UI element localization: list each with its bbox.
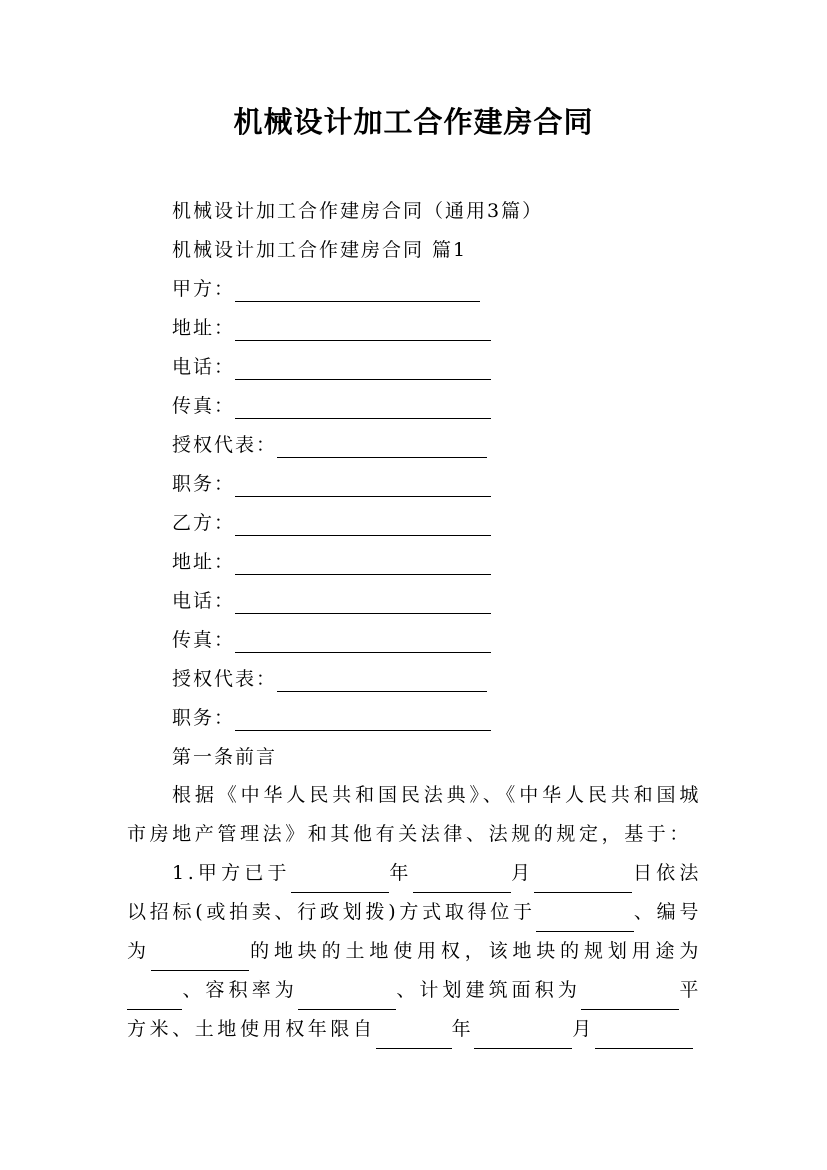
address-a-label: 地址： xyxy=(172,317,236,339)
paragraph-preamble: 根据《中华人民共和国民法典》、《中华人民共和国城市房地产管理法》和其他有关法律、法规的规定，基于： xyxy=(127,784,702,845)
position-a-line xyxy=(172,471,491,497)
paragraph-land-use xyxy=(127,854,702,1049)
party-a-label: 甲方： xyxy=(172,278,236,300)
phone-b-label: 电话： xyxy=(172,590,236,612)
year-blank-2 xyxy=(376,1026,452,1049)
address-a-line xyxy=(172,315,491,341)
position-a-label: 职务： xyxy=(172,473,236,495)
para2-text-7: 、容积率为 xyxy=(182,979,298,1001)
para2-text-5: 、编号为 xyxy=(127,901,702,962)
number-blank xyxy=(151,948,249,971)
day-blank-1 xyxy=(534,870,632,893)
document-title: 机械设计加工合作建房合同 xyxy=(233,105,594,139)
address-b-line xyxy=(172,549,491,575)
rep-b-label: 授权代表： xyxy=(172,668,278,690)
rep-a-label: 授权代表： xyxy=(172,434,278,456)
para2-text-4: 日依法以招标(或拍卖、行政划拨)方式取得位于 xyxy=(127,862,702,923)
position-b-line xyxy=(172,705,491,731)
para2-text-1: 1.甲方已于 xyxy=(172,862,291,884)
phone-b-blank xyxy=(235,593,491,614)
section-heading: 机械设计加工合作建房合同 篇1 xyxy=(172,239,468,261)
month-blank-1 xyxy=(413,870,511,893)
phone-b-line xyxy=(172,588,491,614)
rep-a-blank xyxy=(277,437,487,458)
rep-b-line xyxy=(172,666,487,692)
para2-text-11: 月 xyxy=(572,1018,595,1040)
usage-blank xyxy=(127,987,182,1010)
fax-b-line xyxy=(172,627,491,653)
address-b-blank xyxy=(235,554,491,575)
area-blank xyxy=(581,987,679,1010)
fax-b-label: 传真： xyxy=(172,629,236,651)
fax-b-blank xyxy=(235,632,491,653)
phone-a-blank xyxy=(235,359,491,380)
fax-a-blank xyxy=(235,398,491,419)
para2-text-6: 的地块的土地使用权，该地块的规划用途为 xyxy=(248,940,702,962)
party-b-blank xyxy=(235,515,491,536)
rep-a-line xyxy=(172,432,487,458)
plot-ratio-blank xyxy=(298,987,396,1010)
fax-a-label: 传真： xyxy=(172,395,236,417)
party-a-line xyxy=(172,276,480,302)
phone-a-label: 电话： xyxy=(172,356,236,378)
day-blank-2 xyxy=(595,1026,693,1049)
location-blank xyxy=(536,909,634,932)
para2-text-8: 、计划建筑面积为 xyxy=(395,979,581,1001)
rep-b-blank xyxy=(277,671,487,692)
month-blank-2 xyxy=(474,1026,572,1049)
year-blank-1 xyxy=(291,870,389,893)
article1-heading: 第一条前言 xyxy=(172,746,278,768)
address-a-blank xyxy=(235,320,491,341)
phone-a-line xyxy=(172,354,491,380)
document-subtitle: 机械设计加工合作建房合同（通用3篇） xyxy=(172,200,544,222)
address-b-label: 地址： xyxy=(172,551,236,573)
para2-text-10: 年 xyxy=(451,1018,475,1040)
position-b-blank xyxy=(235,710,491,731)
para2-text-2: 年 xyxy=(388,862,413,884)
party-b-label: 乙方： xyxy=(172,512,236,534)
fax-a-line xyxy=(172,393,491,419)
party-b-line xyxy=(172,510,491,536)
position-a-blank xyxy=(235,476,491,497)
para2-text-3: 月 xyxy=(510,862,535,884)
party-a-blank xyxy=(235,281,480,302)
position-b-label: 职务： xyxy=(172,707,236,729)
para2-text-9: 平方米、土地使用权年限自 xyxy=(127,979,702,1040)
